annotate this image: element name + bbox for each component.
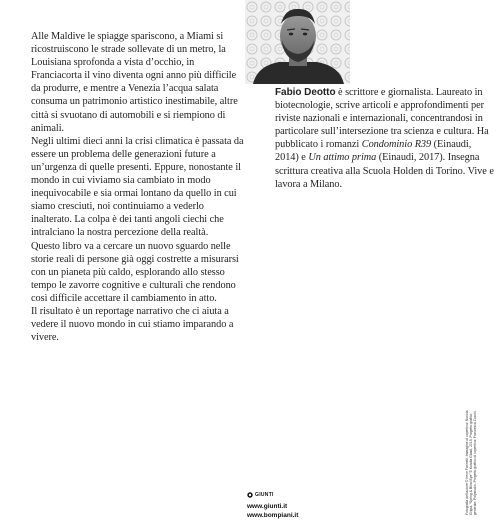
publisher-logo (247, 492, 337, 498)
blurb-paragraph: Alle Maldive le spiagge spariscono, a Miami si ricostruiscono le strade sollevate di un metro, la Louisiana sprofonda a vista d’occhio, in Franciacorta il vino diventa ogni anno più difficile da produrre, e mentre a Venezia l’acqua salata consuma un patrimonio artistico inestimabile, altre città si svuotano di automobili e si riempiono di animali. (31, 31, 238, 134)
author-name: Fabio Deotto (275, 87, 336, 98)
giunti-logo-icon (247, 492, 253, 498)
blurb-paragraph: Questo libro va a cercare un nuovo sguardo nelle storie reali di persone già oggi costrette a misurarsi con un pianeta più caldo, esplorando allo stesso tempo le zavorre cognitive e culturali che rendono così difficile accettare il cambiamento in atto. (31, 240, 239, 304)
bio-text: è scrittore e giornalista. Laureato in biotecnologie, scrive articoli e approfondimenti per riviste nazionali e internazionali, concentrandosi in particolare sull’intersezione tra scienza e cultura. Ha pubblicato i romanzi (275, 87, 489, 151)
blurb-paragraph: Negli ultimi dieci anni la crisi climatica è passata da essere un problema delle generazioni future a un’urgenza di quelle presenti. Eppure, nonostante il mondo in cui viviamo sia cambiato in modo inequivocabile e sia ormai lontano da quello in cui siamo cresciuti, noi continuiamo a vederlo inalterato. La colpa è dei tanti angoli ciechi che intralciano la nostra percezione della realtà. (31, 135, 244, 239)
author-bio (275, 86, 495, 191)
author-portrait (245, 0, 350, 84)
publisher-logo-text: GIUNTI (255, 492, 274, 498)
book-title: Un attimo prima (308, 152, 377, 164)
publisher-url[interactable]: www.bompiani.it (247, 512, 299, 519)
bio-text: (Einaudi, 2014) e (275, 139, 472, 164)
book-title: Condominio R39 (361, 139, 432, 151)
back-cover-blurb (31, 30, 246, 344)
blurb-paragraph: Il risultato è un reportage narrativo che ci aiuta a vedere il nuovo mondo in cui stiamo imparando a vivere. (31, 305, 234, 344)
publisher-url[interactable]: www.giunti.it (247, 503, 288, 510)
bio-text: (Einaudi, 2017). Insegna scrittura creativa alla Scuola Holden di Torino. Vive e lavora a Milano. (275, 152, 494, 190)
photo-credits: Fotografia dell’autore © Irene Farinelli. Immagine di copertina: Nuvola Grigia, “Spring & Blind Eye” © Kotalla Gbadi, 2019. Progetto grafico generale: Polystudio. Progetto grafico di copertina: Francesca Zucchi. (465, 410, 478, 515)
publisher-block (247, 492, 337, 520)
